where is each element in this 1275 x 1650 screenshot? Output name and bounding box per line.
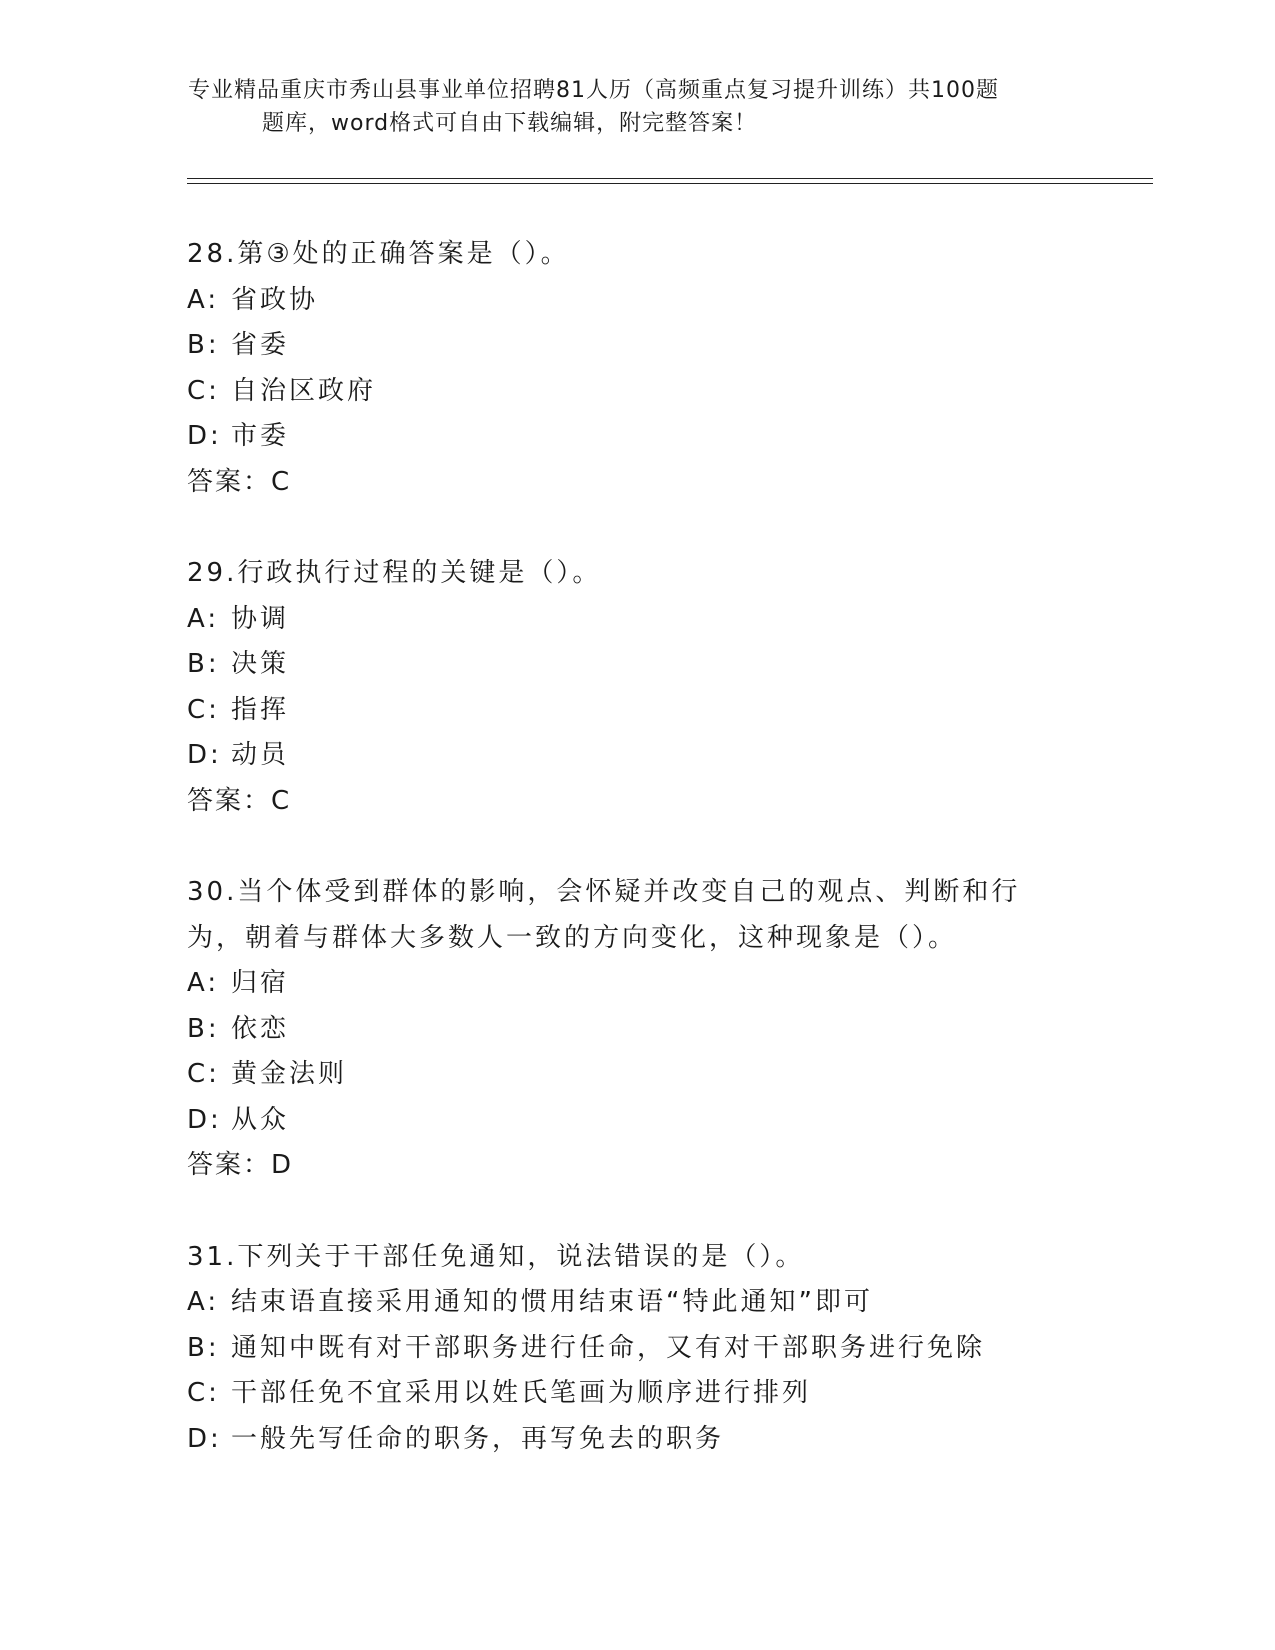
option-a: [187, 961, 1087, 1007]
question-28: [187, 232, 1087, 505]
option-letter: A:: [187, 1287, 220, 1317]
option-c: [187, 1371, 1087, 1417]
answer-line: 答案：C: [187, 785, 292, 816]
option-letter: C:: [187, 1059, 220, 1089]
option-a: [187, 278, 1087, 324]
question-list: [187, 232, 1087, 1508]
option-a: [187, 597, 1087, 643]
option-text: 动员: [231, 740, 290, 770]
answer-line: 答案：C: [187, 466, 292, 497]
option-text: 省委: [231, 330, 290, 360]
header-rule-top: [187, 178, 1153, 179]
option-b: [187, 1007, 1087, 1053]
option-d: [187, 1417, 1087, 1463]
option-letter: A:: [187, 284, 220, 315]
header-title-line-2: 题库，word格式可自由下载编辑，附完整答案！: [262, 111, 758, 136]
option-text: 结束语直接采用通知的惯用结束语“特此通知”即可: [231, 1287, 873, 1317]
option-letter: C:: [187, 694, 220, 725]
option-d: [187, 414, 1087, 460]
option-text: 依恋: [231, 1013, 290, 1044]
option-letter: C:: [187, 375, 220, 406]
option-text: 从众: [231, 1104, 290, 1135]
header-rule-bottom: [187, 183, 1153, 184]
option-a: [187, 1280, 1087, 1326]
question-text: 31.下列关于干部任免通知，说法错误的是（）。: [187, 1241, 805, 1272]
answer-line: 答案：D: [187, 1150, 294, 1180]
option-c: [187, 688, 1087, 734]
question-text: 30.当个体受到群体的影响，会怀疑并改变自己的观点、判断和行为，朝着与群体大多数人一致的方向变化，这种现象是（）。: [187, 877, 1021, 953]
option-d: [187, 733, 1087, 779]
option-letter: B:: [187, 1332, 220, 1363]
option-letter: C:: [187, 1378, 220, 1408]
option-c: [187, 1052, 1087, 1098]
option-text: 市委: [231, 421, 290, 451]
option-letter: B:: [187, 1013, 220, 1044]
option-letter: D:: [187, 421, 222, 451]
option-b: [187, 642, 1087, 688]
question-text: 29.行政执行过程的关键是（）。: [187, 558, 602, 588]
question-30: [187, 870, 1087, 1189]
header-title-line-1: 专业精品重庆市秀山县事业单位招聘81人历（高频重点复习提升训练）共100题: [188, 78, 999, 103]
option-letter: D:: [187, 740, 222, 770]
option-text: 省政协: [231, 284, 319, 315]
document-header: [188, 74, 1088, 140]
option-c: [187, 369, 1087, 415]
option-text: 干部任免不宜采用以姓氏笔画为顺序进行排列: [231, 1378, 812, 1408]
option-d: [187, 1098, 1087, 1144]
question-text: 28.第③处的正确答案是（）。: [187, 239, 570, 269]
option-letter: B:: [187, 330, 220, 360]
option-b: [187, 323, 1087, 369]
option-text: 自治区政府: [231, 375, 377, 406]
option-letter: A:: [187, 968, 220, 998]
option-letter: A:: [187, 603, 220, 634]
option-text: 通知中既有对干部职务进行任命，又有对干部职务进行免除: [231, 1332, 986, 1363]
option-letter: B:: [187, 649, 220, 679]
option-text: 决策: [231, 649, 290, 679]
question-29: [187, 551, 1087, 824]
option-text: 一般先写任命的职务，再写免去的职务: [231, 1423, 725, 1454]
option-letter: D:: [187, 1423, 222, 1454]
option-text: 协调: [231, 603, 290, 634]
option-text: 指挥: [231, 694, 290, 725]
option-letter: D:: [187, 1104, 222, 1135]
option-text: 黄金法则: [231, 1059, 348, 1089]
option-text: 归宿: [231, 968, 290, 998]
option-b: [187, 1326, 1087, 1372]
question-31: [187, 1235, 1087, 1463]
